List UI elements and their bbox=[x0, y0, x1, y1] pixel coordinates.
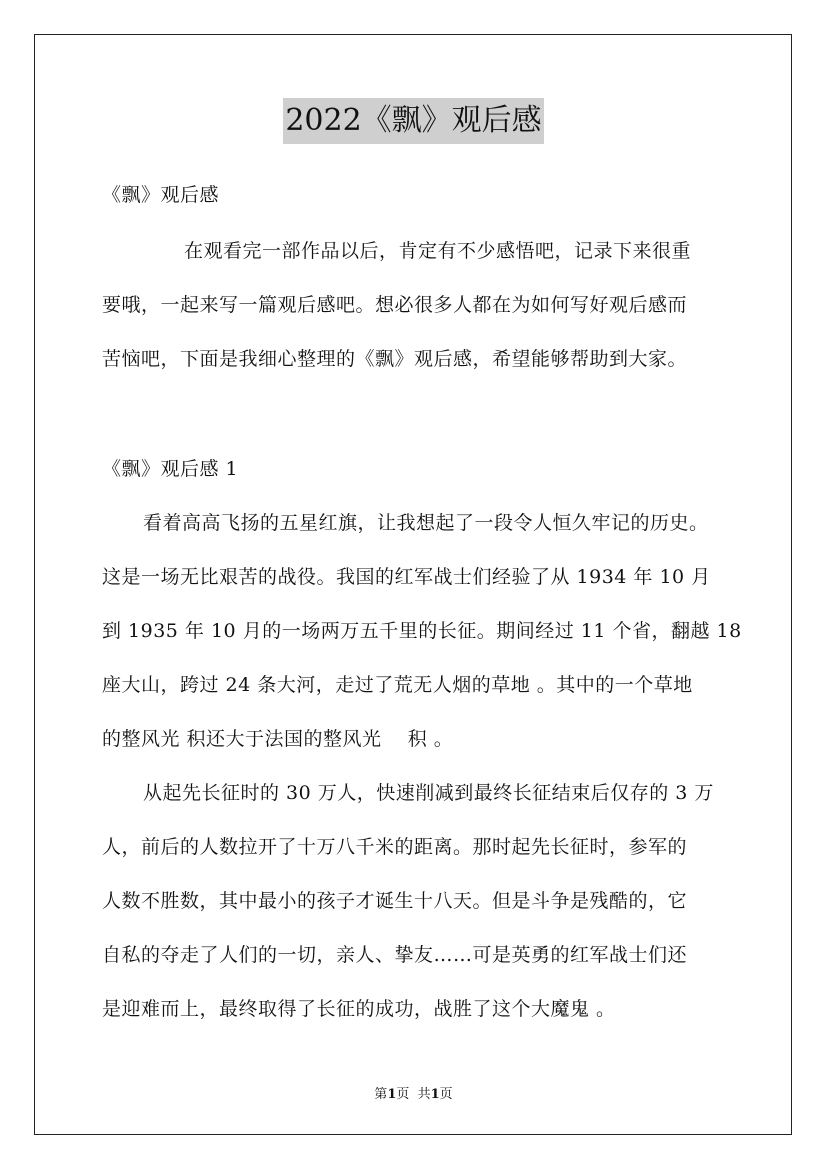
paragraph2-line-4: 自私的夺走了人们的一切，亲人、挚友……可是英勇的红军战士们还 bbox=[102, 944, 688, 966]
paragraph1-line-1: 看着高高飞扬的五星红旗，让我想起了一段令人恒久牢记的历史。 bbox=[143, 512, 709, 534]
document-title: 2022《飘》观后感 bbox=[283, 98, 543, 144]
paragraph2-line-1: 从起先长征时的 30 万人，快速削减到最终长征结束后仅存的 3 万 bbox=[143, 782, 714, 804]
footer-page-number: 1 bbox=[387, 1087, 397, 1102]
paragraph1-line-3: 到 1935 年 10 月的一场两万五千里的长征。期间经过 11 个省，翻越 18 bbox=[102, 620, 742, 642]
page-footer bbox=[0, 1083, 827, 1102]
footer-prefix: 第 bbox=[374, 1087, 388, 1102]
paragraph2-line-2: 人，前后的人数拉开了十万八千米的距离。那时起先长征时，参军的 bbox=[102, 836, 688, 858]
footer-page-total: 1 bbox=[430, 1087, 440, 1102]
paragraph1-line-2: 这是一场无比艰苦的战役。我国的红军战士们经验了从 1934 年 10 月 bbox=[102, 566, 711, 588]
paragraph2-line-3: 人数不胜数，其中最小的孩子才诞生十八天。但是斗争是残酷的，它 bbox=[102, 890, 688, 912]
intro-line-3: 苦恼吧，下面是我细心整理的《飘》观后感，希望能够帮助到大家。 bbox=[102, 348, 688, 370]
intro-line-2: 要哦，一起来写一篇观后感吧。想必很多人都在为如何写好观后感而 bbox=[102, 294, 688, 316]
section-heading: 《飘》观后感 1 bbox=[102, 458, 239, 480]
subtitle: 《飘》观后感 bbox=[102, 184, 220, 206]
footer-suffix: 页 bbox=[439, 1087, 453, 1102]
footer-mid: 页 共 bbox=[396, 1087, 431, 1102]
title-container bbox=[0, 98, 827, 144]
paragraph1-line-5: 的整风光 积还大于法国的整风光 积 。 bbox=[102, 728, 454, 750]
paragraph2-line-5: 是迎难而上，最终取得了长征的成功，战胜了这个大魔鬼 。 bbox=[102, 998, 616, 1020]
paragraph1-line-4: 座大山，跨过 24 条大河，走过了荒无人烟的草地 。其中的一个草地 bbox=[102, 674, 693, 696]
intro-line-1: 在观看完一部作品以后，肯定有不少感悟吧，记录下来很重 bbox=[184, 240, 692, 262]
